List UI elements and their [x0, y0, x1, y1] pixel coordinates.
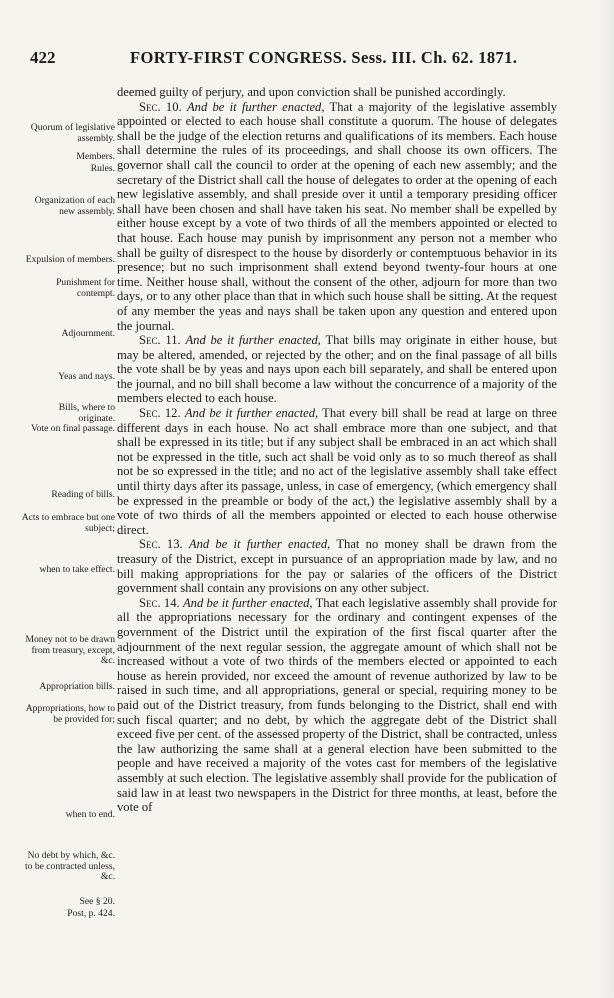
section-text: That a majority of the legislative assembly appointed or elected to each house shall constitute a quorum. The house of delegates shall be the judge of the election returns and qualifications of its members. Each house shall determine the rules of its proceedings, and shall choose its own officers. The governor shall call the council to order at the opening of each new assembly; and the secretary of the District shall call the house of delegates to order at the opening of each new legislative assembly, and shall preside over it until a temporary presiding officer shall have been chosen and shall have taken his seat. No member shall be expelled by either house except by a vote of two thirds of all the members appointed or elected to that house. Each house may punish by imprisonment any person not a member who shall be guilty of disrespect to the house by disorderly or contemptuous behavior in its presence; but no such imprisonment shall extend beyond twenty-four hours at one time. Neither house shall, without the consent of the other, adjourn for more than two days, or to any other place than that in which such house shall be sitting. At the request of any member the yeas and nays shall be taken upon any question and entered upon the journal. [117, 99, 558, 333]
margin-note: Bills, where to originate. [58, 402, 115, 424]
enacting-clause: And be it further enacted, [182, 595, 313, 610]
margin-note: Appropriations, how to be provided for; [25, 703, 115, 725]
margin-note: Members. [76, 151, 115, 162]
margin-note: Organization of each new assembly. [34, 195, 115, 217]
body-text [117, 85, 557, 815]
enacting-clause: And be it further enacted, [186, 99, 325, 114]
margin-note: when to take effect. [39, 564, 115, 575]
section-text: That each legislative assembly shall provide for all the appropriations necessary for the ordinary and contingent expenses of the government of the District until the expiration of the first fiscal quarter after the adjournment of the next regular session, the aggregate amount of which shall not be increased without a vote of two thirds of the members elected or appointed to each house as herein provided, nor exceed the amount of revenue authorized by law to be raised in such time, and all appropriations, general or special, requiring money to be paid out of the District treasury, from funds belonging to the District, shall end with such fiscal quarter; and no debt, by which the aggregate debt of the District shall exceed five per cent. of the assessed property of the District, shall be contracted, unless the law authorizing the same shall at a general election have been submitted to the people and have received a majority of the votes cast for members of the legislative assembly at such election. The legislative assembly shall provide for the publication of said law in at least two newspapers in the District for three months, at least, before the vote of [117, 595, 558, 815]
margin-note: Post, p. 424. [67, 908, 115, 919]
section-number: Sec. 12. [139, 406, 181, 421]
margin-note: Yeas and nays. [58, 371, 115, 382]
margin-note: when to end. [65, 809, 115, 820]
margin-note: Reading of bills. [51, 489, 115, 500]
margin-note: Quorum of legislative assembly. [30, 122, 115, 144]
margin-note: Vote on final passage. [30, 423, 115, 434]
section-text: That every bill shall be read at large on three different days in each house. No act shall embrace more than one subject, and that shall be expressed in its title; but if any subject shall be embraced in an act which shall not be expressed in the title, such act shall be void only as to so much thereof as shall not be so expressed in the title; and no act of the legislative assembly shall take effect until thirty days after its passage, unless, in case of emergency, (which emergency shall be expressed in the preamble or body of the act,) the legislative assembly shall by a vote of two thirds of all the members appointed or elected to each house otherwise direct. [117, 406, 557, 537]
margin-note: Appropriation bills. [39, 681, 115, 692]
section-10 [117, 100, 557, 334]
section-12 [117, 406, 557, 537]
margin-note: Rules. [90, 163, 115, 174]
margin-note: See § 20. [79, 896, 115, 907]
margin-note: No debt by which, &c. to be contracted unless, &c. [24, 850, 115, 883]
section-number: Sec. 11. [139, 333, 181, 348]
section-14 [117, 596, 557, 815]
section-number: Sec. 10. [139, 99, 182, 114]
section-number: Sec. 14. [139, 595, 180, 610]
section-11 [117, 333, 557, 406]
section-text: That bills may originate in either house, but may be altered, amended, or rejected by the other; and on the final passage of all bills the vote shall be by yeas and nays upon each bill separately, and shall be entered upon the journal, and no bill shall become a law without the concurrence of a majority of the members elected to each house. [117, 333, 558, 406]
margin-note: Adjournment. [61, 328, 115, 339]
enacting-clause: And be it further enacted, [188, 537, 331, 552]
margin-notes [0, 0, 116, 998]
margin-note: Acts to embrace but one subject; [21, 512, 115, 534]
margin-note: Money not to be drawn from treasury, except, &c. [25, 634, 115, 667]
page-edge [594, 0, 614, 998]
section-text: That no money shall be drawn from the treasury of the District, except in pursuance of an appropriation made by law, and no bill making appropriations for the pay or salaries of the officers of the District government shall contain any provisions on any other subject. [117, 537, 557, 596]
margin-note: Punishment for contempt. [56, 277, 115, 299]
section-13 [117, 537, 557, 595]
enacting-clause: And be it further enacted, [185, 333, 321, 348]
page-number: 422 [30, 48, 56, 67]
section-number: Sec. 13. [139, 537, 183, 552]
enacting-clause: And be it further enacted, [184, 406, 319, 421]
margin-note: Expulsion of members. [25, 254, 115, 265]
paragraph: deemed guilty of perjury, and upon conviction shall be punished accordingly. [117, 85, 506, 99]
running-title: FORTY-FIRST CONGRESS. Sess. III. Ch. 62. 1871. [130, 48, 518, 67]
